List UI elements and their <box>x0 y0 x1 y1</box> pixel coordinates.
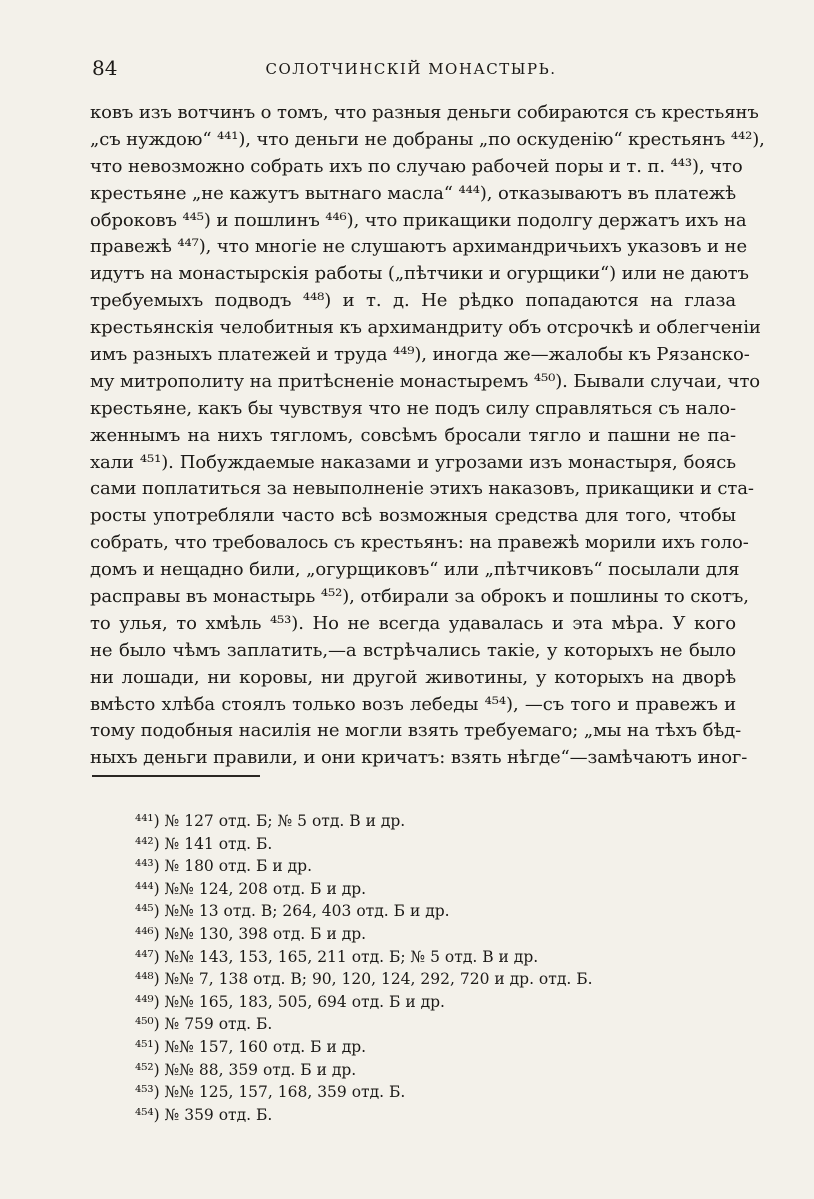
text-line: имъ разныхъ платежей и труда ⁴⁴⁹), иногда же—жалобы къ Рязанско- <box>90 344 750 366</box>
footnote: ⁴⁴²) № 141 отд. Б. <box>135 834 273 853</box>
running-title: СОЛОТЧИНСКІЙ МОНАСТЫРЬ. <box>265 60 557 78</box>
footnote: ⁴⁴³) № 180 отд. Б и др. <box>135 857 312 876</box>
page-header <box>92 56 730 84</box>
body-text <box>90 100 765 772</box>
text-line: сами поплатиться за невыполненіе этихъ наказовъ, прикащики и ста- <box>90 478 754 500</box>
text-line: „съ нуждою“ ⁴⁴¹), что деньги не добраны „по оскуденію“ крестьянъ ⁴⁴²), <box>90 128 765 150</box>
page-number: 84 <box>92 56 118 80</box>
text-line: ныхъ деньги правили, и они кричатъ: взять нѣгде“—замѣчаютъ иног- <box>90 747 748 769</box>
text-line: идутъ на монастырскія работы („пѣтчики и огурщики“) или не даютъ <box>90 263 749 285</box>
footnote-divider <box>92 775 260 777</box>
text-line: крестьяне „не кажутъ вытнаго масла“ ⁴⁴⁴), отказываютъ въ платежѣ <box>90 182 736 204</box>
text-line: оброковъ ⁴⁴⁵) и пошлинъ ⁴⁴⁶), что прикащики подолгу держатъ ихъ на <box>90 209 747 231</box>
text-line: вмѣсто хлѣба стоялъ только возъ лебеды ⁴⁵⁴), —съ того и правежъ и <box>90 693 736 715</box>
footnote: ⁴⁵⁴) № 359 отд. Б. <box>135 1105 273 1124</box>
footnotes <box>135 810 735 1126</box>
text-line: ковъ изъ вотчинъ о томъ, что разныя деньги собираются съ крестьянъ <box>90 102 759 123</box>
text-line: крестьяне, какъ бы чувствуя что не подъ силу справляться съ нало- <box>90 397 736 419</box>
footnote: ⁴⁴⁴) №№ 124, 208 отд. Б и др. <box>135 879 367 898</box>
text-line: хали ⁴⁵¹). Побуждаемые наказами и угрозами изъ монастыря, боясь <box>90 451 736 473</box>
footnote: ⁴⁴⁵) №№ 13 отд. В; 264, 403 отд. Б и др. <box>135 902 450 921</box>
text-line: домъ и нещадно били, „огурщиковъ“ или „пѣтчиковъ“ посылали для <box>90 559 740 581</box>
text-line: правежѣ ⁴⁴⁷), что многіе не слушаютъ архимандричьихъ указовъ и не <box>90 236 748 258</box>
footnote: ⁴⁵⁰) № 759 отд. Б. <box>135 1015 273 1034</box>
footnote: ⁴⁴⁶) №№ 130, 398 отд. Б и др. <box>135 924 367 943</box>
footnote: ⁴⁵¹) №№ 157, 160 отд. Б и др. <box>135 1037 367 1056</box>
text-line: что невозможно собрать ихъ по случаю рабочей поры и т. п. ⁴⁴³), что <box>90 155 743 177</box>
text-line: росты употребляли часто всѣ возможныя средства для того, чтобы <box>90 505 736 527</box>
text-line: ни лошади, ни коровы, ни другой животины, у которыхъ на дворѣ <box>90 666 736 688</box>
text-line: то улья, то хмѣль ⁴⁵³). Но не всегда удавалась и эта мѣра. У кого <box>90 612 736 634</box>
footnote: ⁴⁴⁸) №№ 7, 138 отд. В; 90, 120, 124, 292, 720 и др. отд. Б. <box>135 970 593 989</box>
text-line: не было чѣмъ заплатить,—а встрѣчались такіе, у которыхъ не было <box>90 639 736 661</box>
footnote: ⁴⁵²) №№ 88, 359 отд. Б и др. <box>135 1060 357 1079</box>
footnote: ⁴⁴⁷) №№ 143, 153, 165, 211 отд. Б; № 5 отд. В и др. <box>135 947 539 966</box>
text-line: крестьянскія челобитныя къ архимандриту объ отсрочкѣ и облегченіи <box>90 317 761 339</box>
text-line: женнымъ на нихъ тягломъ, совсѣмъ бросали тягло и пашни не па- <box>90 424 736 446</box>
text-line: му митрополиту на притѣсненіе монастыремъ ⁴⁵⁰). Бывали случаи, что <box>90 370 761 392</box>
footnote: ⁴⁴¹) № 127 отд. Б; № 5 отд. В и др. <box>135 812 406 830</box>
footnote: ⁴⁴⁹) №№ 165, 183, 505, 694 отд. Б и др. <box>135 992 445 1011</box>
text-line: собрать, что требовалось съ крестьянъ: на правежѣ морили ихъ голо- <box>90 532 749 554</box>
text-line: требуемыхъ подводъ ⁴⁴⁸) и т. д. Не рѣдко попадаются на глаза <box>90 290 736 312</box>
text-line: тому подобныя насилія не могли взять требуемаго; „мы на тѣхъ бѣд- <box>90 720 742 742</box>
footnote: ⁴⁵³) №№ 125, 157, 168, 359 отд. Б. <box>135 1083 406 1102</box>
text-line: расправы въ монастырь ⁴⁵²), отбирали за оброкъ и пошлины то скотъ, <box>90 586 749 608</box>
